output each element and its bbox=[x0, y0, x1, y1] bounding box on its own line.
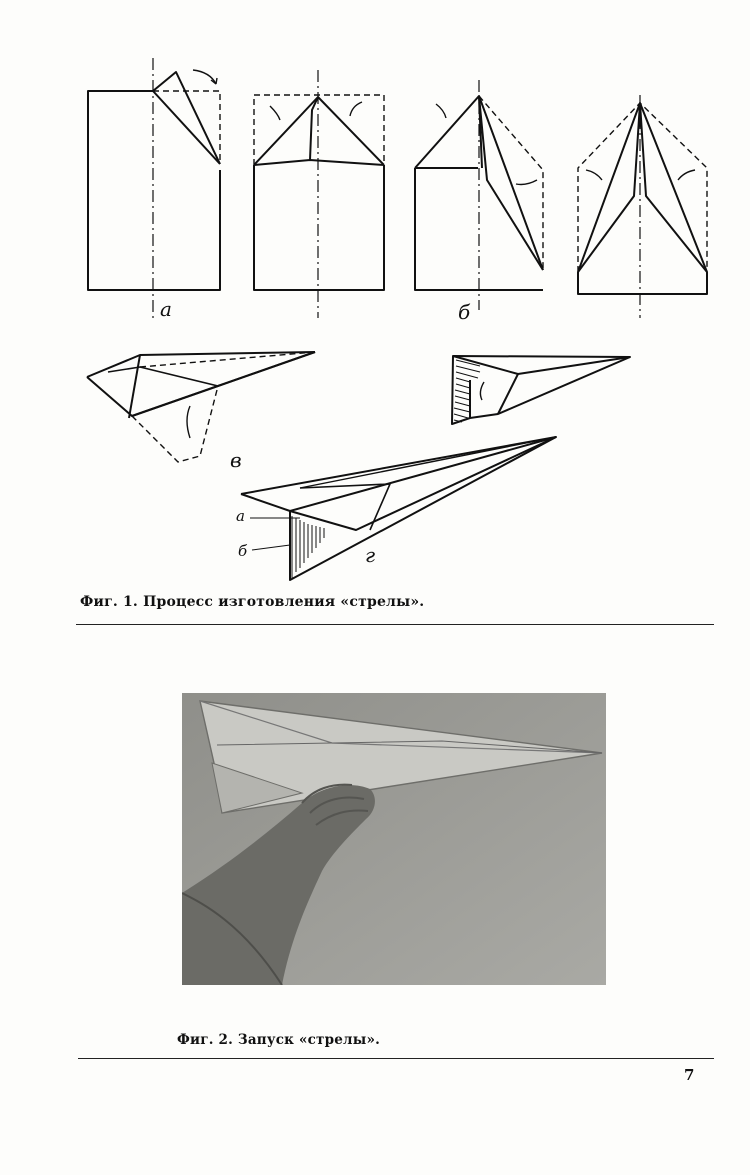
fold-step-v-plane bbox=[87, 352, 315, 462]
fold-step-v-hatched-plane bbox=[452, 356, 630, 424]
fold-step-b-2 bbox=[578, 95, 707, 318]
divider-rule bbox=[76, 624, 714, 625]
label-part-a: а bbox=[236, 507, 245, 525]
label-step-g: г bbox=[365, 543, 376, 567]
label-step-v: в bbox=[230, 448, 242, 472]
footer-rule bbox=[78, 1058, 714, 1059]
label-step-b: б bbox=[458, 300, 471, 324]
label-step-a: а bbox=[160, 297, 172, 321]
figure-1-caption: Фиг. 1. Процесс изготовления «стрелы». bbox=[80, 594, 425, 610]
fold-step-a-2 bbox=[254, 70, 384, 318]
figure-2-caption: Фиг. 2. Запуск «стрелы». bbox=[177, 1032, 381, 1048]
figure-2-photo bbox=[182, 693, 606, 985]
fold-step-a-1 bbox=[88, 58, 220, 320]
fold-step-g-arrow bbox=[241, 437, 556, 580]
label-part-b: б bbox=[238, 542, 248, 560]
page-number: 7 bbox=[684, 1066, 695, 1084]
fold-step-b-1 bbox=[415, 80, 543, 310]
launch-photo-illustration bbox=[182, 693, 606, 985]
